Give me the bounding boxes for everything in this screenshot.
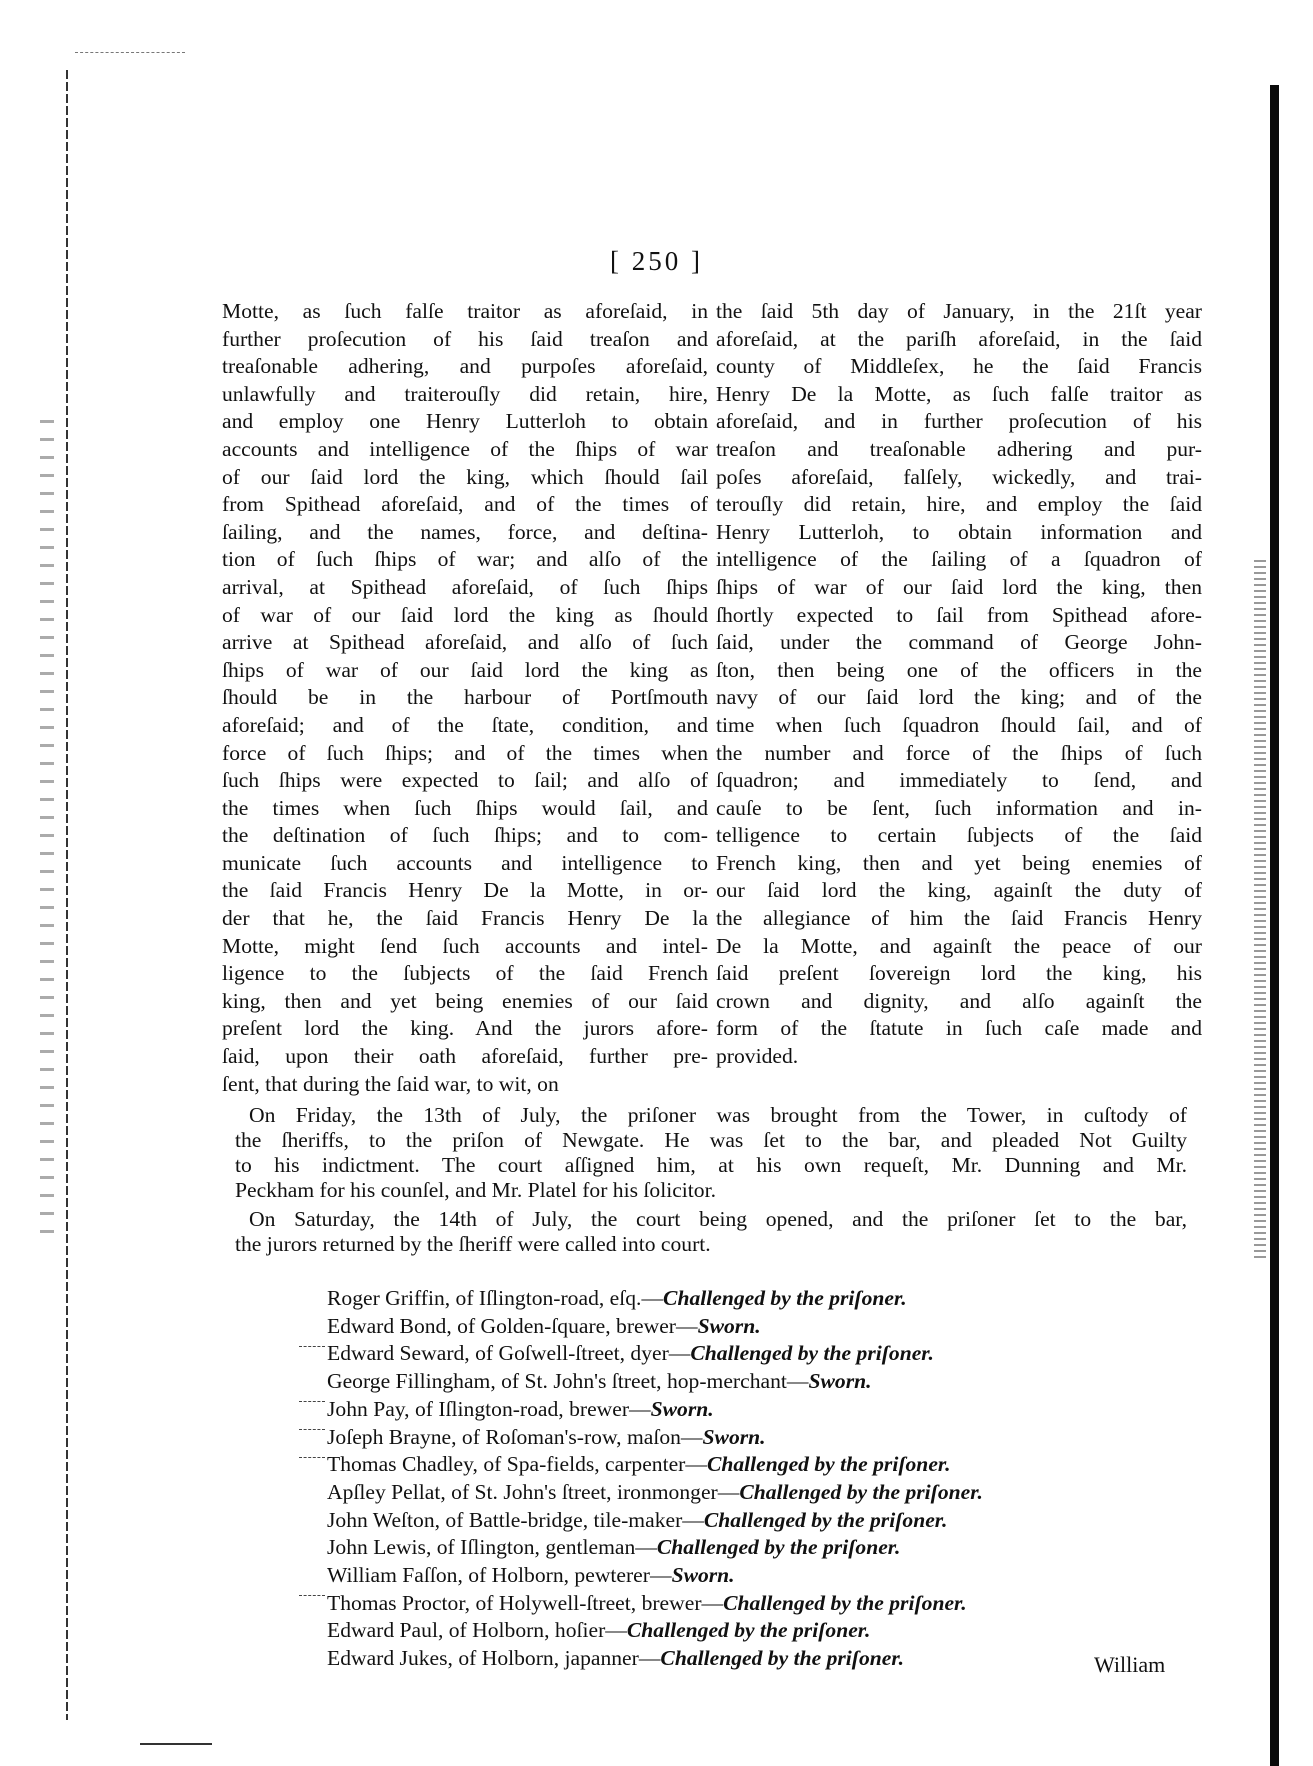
text-line: the allegiance of him the ſaid Francis Henry (716, 906, 1202, 931)
text-line: ſent, that during the ſaid war, to wit, on (222, 1071, 559, 1096)
juror-name: Joſeph Brayne, of Roſoman's-row, maſon— (327, 1424, 703, 1449)
text-line: ſquadron; and immediately to ſend, and (716, 768, 1202, 793)
text-line: aforeſaid, and in further proſecution of his (716, 409, 1202, 434)
left-column (222, 298, 708, 1098)
text-line: the number and force of the ſhips of ſuch (716, 740, 1202, 765)
text-line: unlawfully and traiterouſly did retain, hire, (222, 381, 708, 406)
text-line: De la Motte, and againſt the peace of our (716, 933, 1202, 958)
text-line: aforeſaid; and of the ſtate, condition, and (222, 712, 708, 737)
juror-verdict: Challenged by the priſoner. (690, 1341, 934, 1366)
text-line: treaſonable adhering, and purpoſes aforeſaid, (222, 354, 708, 379)
juror-name: Edward Paul, of Holborn, hoſier— (327, 1618, 627, 1643)
scan-edge-left (66, 70, 68, 1720)
juror-entry (327, 1507, 1187, 1535)
juror-verdict: Sworn. (808, 1369, 872, 1394)
paragraph-line: On Saturday, the 14th of July, the court being opened, and the priſoner ſet to the bar, (249, 1207, 1187, 1231)
text-line: arrive at Spithead aforeſaid, and alſo of ſuch (222, 630, 708, 655)
text-line: county of Middleſex, he the ſaid Francis (716, 354, 1202, 379)
juror-entry (327, 1424, 1187, 1452)
text-line: ſailing, and the names, force, and deſtina- (222, 519, 708, 544)
text-line: ſhips of war of our ſaid lord the king, then (716, 574, 1202, 599)
juror-verdict: Sworn. (697, 1313, 761, 1338)
juror-entry (327, 1396, 1187, 1424)
juror-verdict: Challenged by the priſoner. (626, 1618, 871, 1643)
page-number: [ 250 ] (610, 246, 703, 276)
text-line: ſuch ſhips were expected to ſail; and alſo of (222, 768, 708, 793)
text-line: ſhortly expected to ſail from Spithead afore- (716, 602, 1202, 627)
text-line: arrival, at Spithead aforeſaid, of ſuch ſhips (222, 574, 708, 599)
text-line: from Spithead aforeſaid, and of the times of (222, 492, 708, 517)
juror-name: Thomas Proctor, of Holywell-ſtreet, brewer— (327, 1590, 724, 1615)
juror-entry (327, 1645, 1187, 1673)
text-line: Motte, might ſend ſuch accounts and intel- (222, 933, 708, 958)
text-line: Henry De la Motte, as ſuch falſe traitor as (716, 381, 1202, 406)
juror-verdict: Challenged by the priſoner. (660, 1646, 904, 1671)
juror-name: John Pay, of Iſlington-road, brewer— (327, 1396, 651, 1421)
text-line: terouſly did retain, hire, and employ the ſaid (716, 492, 1202, 517)
scan-edge-speckle (1254, 560, 1266, 1260)
text-line: intelligence of the ſailing of a ſquadron of (716, 547, 1202, 572)
juror-verdict: Challenged by the priſoner. (739, 1479, 983, 1504)
juror-name: Thomas Chadley, of Spa-fields, carpenter— (327, 1452, 707, 1477)
juror-entry (327, 1313, 1187, 1341)
juror-name: John Weſton, of Battle-bridge, tile-maker— (327, 1507, 704, 1532)
juror-verdict: Challenged by the priſoner. (703, 1507, 948, 1532)
text-line: the times when ſuch ſhips would ſail, and (222, 795, 708, 820)
juror-verdict: Challenged by the priſoner. (723, 1590, 967, 1615)
text-line: ligence to the ſubjects of the ſaid French (222, 961, 708, 986)
juror-entry (327, 1368, 1187, 1396)
text-line: der that he, the ſaid Francis Henry De la (222, 906, 708, 931)
juror-name: Edward Bond, of Golden-ſquare, brewer— (327, 1313, 698, 1338)
juror-name: William Faſſon, of Holborn, pewterer— (327, 1563, 672, 1588)
bottom-marks (140, 1743, 212, 1745)
text-line: ſton, then being one of the officers in the (716, 657, 1202, 682)
text-line: ſaid, under the command of George John- (716, 630, 1202, 655)
text-line: crown and dignity, and alſo againſt the (716, 988, 1202, 1013)
paragraph-line: to his indictment. The court aſſigned him, at his own requeſt, Mr. Dunning and Mr. (235, 1153, 1187, 1177)
paragraph-friday (235, 1103, 1187, 1203)
juror-entry (327, 1534, 1187, 1562)
juror-entry (327, 1617, 1187, 1645)
juror-entry (327, 1285, 1187, 1313)
text-line: ſhips of war of our ſaid lord the king as (222, 657, 708, 682)
text-line: municate ſuch accounts and intelligence to (222, 850, 708, 875)
text-line: our ſaid lord the king, againſt the duty of (716, 878, 1202, 903)
text-line: treaſon and treaſonable adhering and pur- (716, 436, 1202, 461)
text-line: of our ſaid lord the king, which ſhould ſail (222, 464, 708, 489)
text-line: further proſecution of his ſaid treaſon and (222, 326, 708, 351)
scan-edge-right (1270, 85, 1279, 1766)
paragraph-saturday (235, 1207, 1187, 1257)
juror-list (327, 1285, 1187, 1673)
text-line: provided. (716, 1044, 799, 1069)
text-line: Henry Lutterloh, to obtain information and (716, 519, 1202, 544)
juror-verdict: Challenged by the priſoner. (656, 1535, 901, 1560)
text-line: navy of our ſaid lord the king; and of the (716, 685, 1202, 710)
paragraph-line: the ſheriffs, to the priſon of Newgate. He was ſet to the bar, and pleaded Not Guilty (235, 1128, 1187, 1152)
juror-entry (327, 1451, 1187, 1479)
text-line: accounts and intelligence of the ſhips of war (222, 436, 708, 461)
juror-entry (327, 1590, 1187, 1618)
juror-name: Roger Griffin, of Iſlington-road, eſq.— (327, 1286, 664, 1310)
text-line: time when ſuch ſquadron ſhould ſail, and of (716, 712, 1202, 737)
text-line: the ſaid 5th day of January, in the 21ſt year (716, 299, 1202, 323)
text-line: poſes aforeſaid, falſely, wickedly, and trai- (716, 464, 1202, 489)
juror-verdict: Sworn. (702, 1424, 766, 1449)
juror-name: Edward Seward, of Goſwell-ſtreet, dyer— (327, 1341, 691, 1366)
juror-name: Edward Jukes, of Holborn, japanner— (327, 1646, 661, 1671)
paragraph-line: the jurors returned by the ſheriff were called into court. (235, 1232, 711, 1256)
text-line: of war of our ſaid lord the king as ſhould (222, 602, 708, 627)
juror-name: Apſley Pellat, of St. John's ſtreet, ironmonger— (327, 1479, 740, 1504)
paragraph-line: On Friday, the 13th of July, the priſoner was brought from the Tower, in cuſtody of (249, 1103, 1187, 1127)
text-line: telligence to certain ſubjects of the ſaid (716, 823, 1202, 848)
text-line: king, then and yet being enemies of our ſaid (222, 988, 708, 1013)
gutter-marks (40, 420, 54, 1240)
right-column (716, 298, 1202, 1071)
juror-entry (327, 1340, 1187, 1368)
text-line: the ſaid Francis Henry De la Motte, in or- (222, 878, 708, 903)
paragraph-line: Peckham for his counſel, and Mr. Platel for his ſolicitor. (235, 1178, 716, 1202)
scan-edge-top (75, 52, 185, 54)
text-line: form of the ſtatute in ſuch caſe made and (716, 1016, 1202, 1041)
juror-verdict: Challenged by the priſoner. (663, 1286, 907, 1310)
text-line: and employ one Henry Lutterloh to obtain (222, 409, 708, 434)
juror-name: John Lewis, of Iſlington, gentleman— (327, 1535, 657, 1560)
text-line: tion of ſuch ſhips of war; and alſo of the (222, 547, 708, 572)
text-line: the deſtination of ſuch ſhips; and to com- (222, 823, 708, 848)
text-line: aforeſaid, at the pariſh aforeſaid, in the ſaid (716, 326, 1202, 351)
text-line: force of ſuch ſhips; and of the times when (222, 740, 708, 765)
juror-entry (327, 1479, 1187, 1507)
juror-verdict: Sworn. (650, 1396, 714, 1421)
text-line: cauſe to be ſent, ſuch information and in- (716, 795, 1202, 820)
juror-entry (327, 1562, 1187, 1590)
text-line: ſaid preſent ſovereign lord the king, his (716, 961, 1202, 986)
juror-name: George Fillingham, of St. John's ſtreet, hop-merchant— (327, 1369, 809, 1394)
text-line: Motte, as ſuch falſe traitor as aforeſaid, in (222, 299, 708, 323)
text-line: French king, then and yet being enemies of (716, 850, 1202, 875)
text-line: ſaid, upon their oath aforeſaid, further pre- (222, 1044, 708, 1069)
text-line: preſent lord the king. And the jurors afore- (222, 1016, 708, 1041)
text-line: ſhould be in the harbour of Portſmouth (222, 685, 708, 710)
juror-verdict: Sworn. (671, 1563, 735, 1588)
catchword: William (1094, 1652, 1166, 1677)
juror-verdict: Challenged by the priſoner. (706, 1452, 951, 1477)
